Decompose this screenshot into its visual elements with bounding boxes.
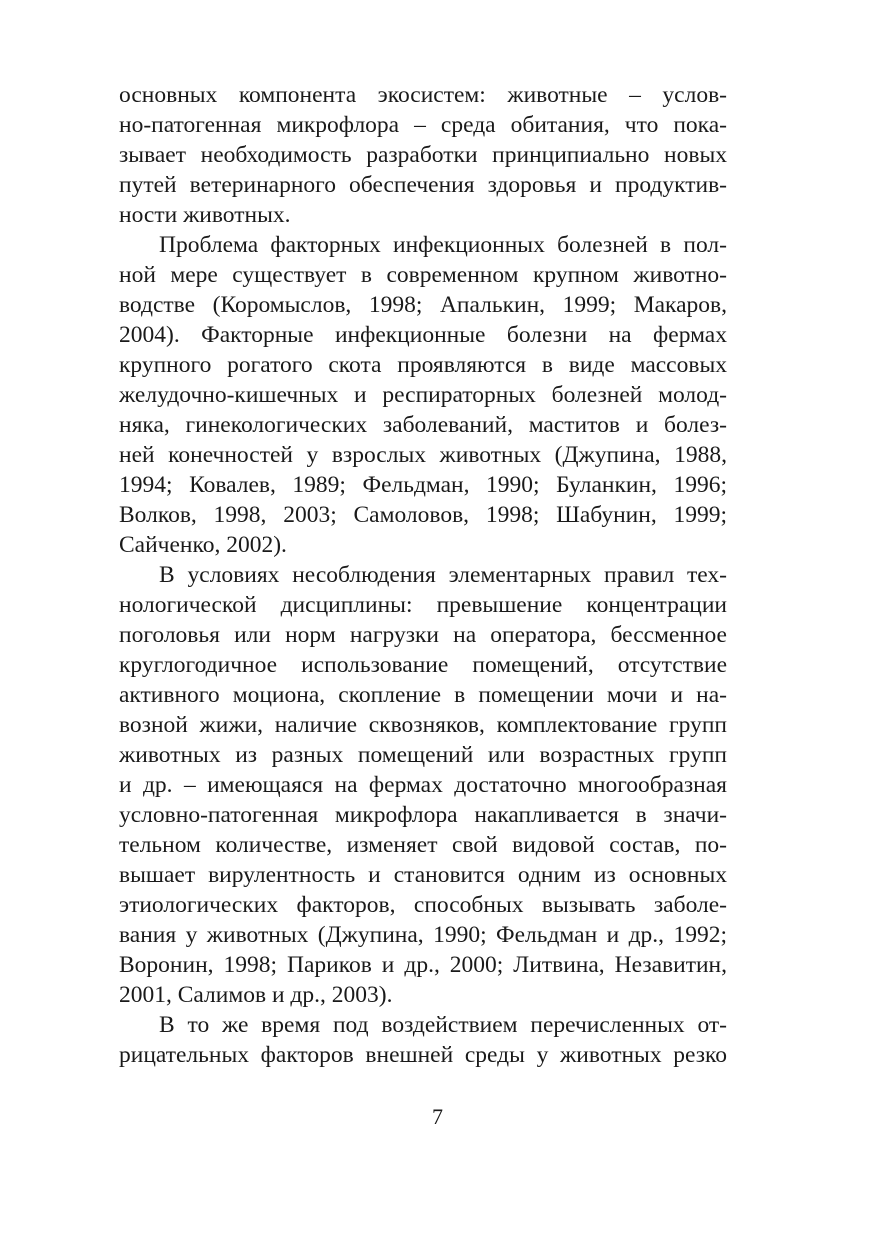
text-line: возной жижи, наличие сквозняков, комплектование групп	[119, 712, 727, 738]
text-line: нологической дисциплины: превышение концентрации	[119, 592, 727, 618]
text-line: основных компонента экосистем: животные – услов-	[119, 82, 727, 108]
text-line: этиологических факторов, способных вызывать заболе-	[119, 892, 727, 918]
text-line: В условиях несоблюдения элементарных правил тех-	[159, 562, 727, 588]
text-line: Проблема факторных инфекционных болезней в пол-	[159, 232, 727, 258]
paragraph	[119, 80, 727, 230]
text-line: ней конечностей у взрослых животных (Джупина, 1988,	[119, 442, 727, 468]
page-number: 7	[432, 1104, 443, 1129]
paragraph	[119, 1010, 727, 1070]
text-line: и др. – имеющаяся на фермах достаточно многообразная	[119, 772, 727, 798]
body-text	[119, 80, 727, 1070]
text-line: животных из разных помещений или возрастных групп	[119, 742, 727, 768]
text-line: тельном количестве, изменяет свой видовой состав, по-	[119, 832, 727, 858]
text-line: Воронин, 1998; Париков и др., 2000; Литвина, Незавитин,	[119, 952, 727, 978]
text-line: няка, гинекологических заболеваний, маститов и болез-	[119, 412, 727, 438]
text-line: рицательных факторов внешней среды у животных резко	[119, 1042, 727, 1068]
text-line: ности животных.	[119, 202, 291, 228]
text-line: активного моциона, скопление в помещении мочи и на-	[119, 682, 727, 708]
text-line: Сайченко, 2002).	[119, 532, 287, 558]
text-line: В то же время под воздействием перечисленных от-	[159, 1012, 727, 1038]
text-line: крупного рогатого скота проявляются в виде массовых	[119, 352, 727, 378]
text-line: зывает необходимость разработки принципиально новых	[119, 142, 727, 168]
text-line: 2001, Салимов и др., 2003).	[119, 982, 393, 1008]
text-line: 1994; Ковалев, 1989; Фельдман, 1990; Буланкин, 1996;	[119, 472, 727, 498]
text-line: но-патогенная микрофлора – среда обитания, что пока-	[119, 112, 727, 138]
text-line: вышает вирулентность и становится одним из основных	[119, 862, 727, 888]
text-line: 2004). Факторные инфекционные болезни на фермах	[119, 322, 727, 348]
text-line: круглогодичное использование помещений, отсутствие	[119, 652, 727, 678]
text-line: поголовья или норм нагрузки на оператора, бессменное	[119, 622, 727, 648]
paragraph	[119, 230, 727, 560]
text-line: Волков, 1998, 2003; Самоловов, 1998; Шабунин, 1999;	[119, 502, 727, 528]
text-line: условно-патогенная микрофлора накапливается в значи-	[119, 802, 727, 828]
text-line: желудочно-кишечных и респираторных болезней молод-	[119, 382, 727, 408]
text-line: ной мере существует в современном крупном животно-	[119, 262, 727, 288]
text-line: водстве (Коромыслов, 1998; Апалькин, 1999; Макаров,	[119, 292, 727, 318]
paragraph	[119, 560, 727, 1010]
text-line: путей ветеринарного обеспечения здоровья и продуктив-	[119, 172, 727, 198]
text-line: вания у животных (Джупина, 1990; Фельдман и др., 1992;	[119, 922, 727, 948]
